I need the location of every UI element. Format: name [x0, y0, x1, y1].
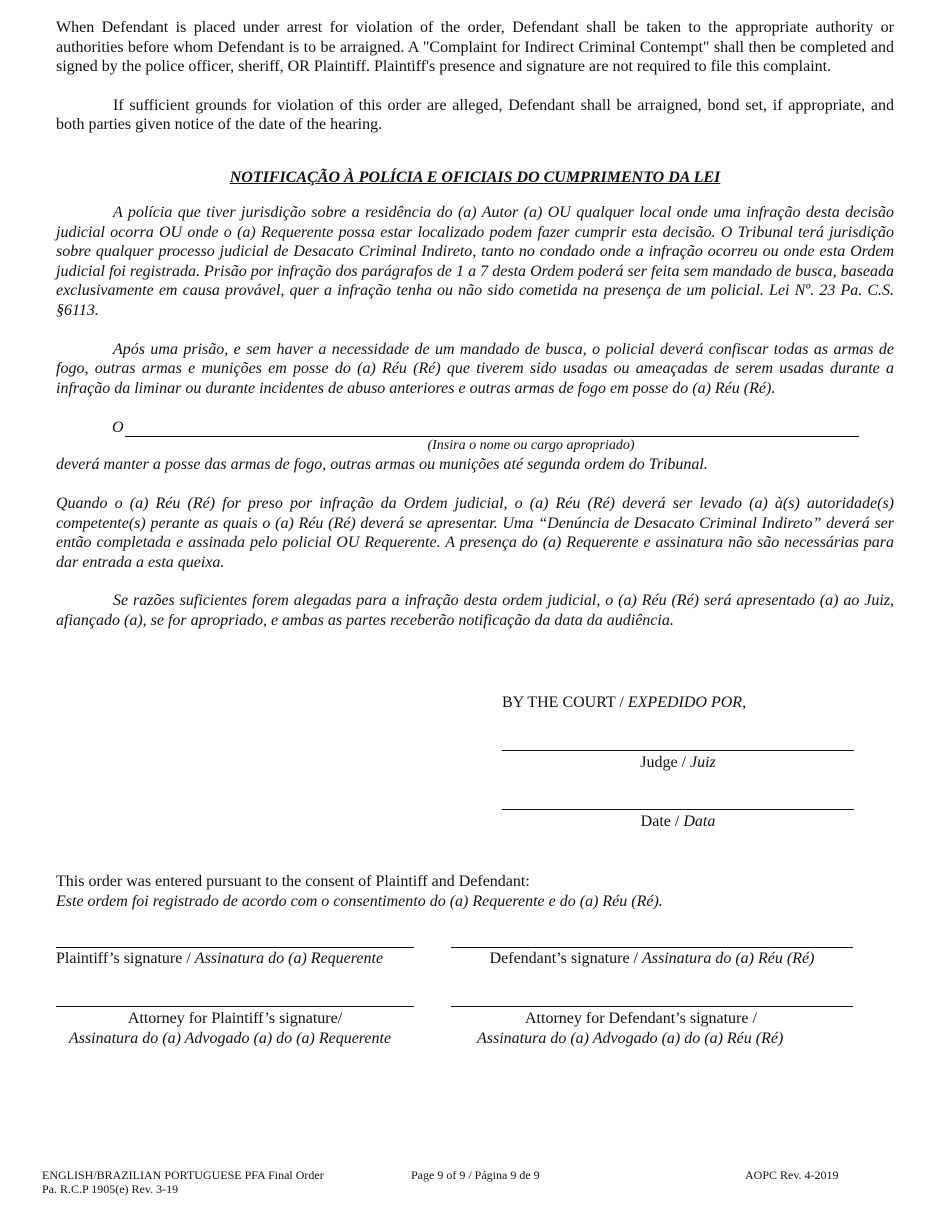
- defendant-signature-pt: Assinatura do (a) Réu (Ré): [642, 950, 815, 967]
- judge-label-pt: Juiz: [690, 754, 716, 771]
- judge-label-en: Judge /: [640, 754, 690, 771]
- date-label-en: Date /: [640, 813, 684, 830]
- consent-pt: Este ordem foi registrado de acordo com o consentimento do (a) Requerente e do (a) Réu (Ré).: [56, 892, 663, 910]
- footer-form-id: [42, 1168, 324, 1196]
- plaintiff-signature-pt: Assinatura do (a) Requerente: [194, 950, 384, 967]
- officer-prefix: O: [112, 419, 124, 437]
- paragraph-arrest-procedure: When Defendant is placed under arrest for violation of the order, Defendant shall be taken to the appropriate authority or authorities before whom Defendant is to be arraigned. A "Complaint for Indirect Criminal Contempt" shall then be completed and signed by the police officer, sheriff, OR Plaintiff. Plaintiff's presence and signature are not required to file this complaint.: [56, 19, 894, 76]
- attorney-plaintiff-pt: Assinatura do (a) Advogado (a) do (a) Requerente: [68, 1029, 392, 1047]
- footer-left-line2: Pa. R.C.P 1905(e) Rev. 3-19: [42, 1182, 179, 1196]
- paragraph-arraignment: If sufficient grounds for violation of this order are alleged, Defendant shall be arraigned, bond set, if appropriate, and both parties given notice of the date of the hearing.: [56, 96, 894, 134]
- attorney-defendant-signature-line[interactable]: [451, 989, 853, 1007]
- attorney-defendant-pt: Assinatura do (a) Advogado (a) do (a) Réu (Ré): [477, 1029, 784, 1047]
- paragraph-defendant-arrest: Quando o (a) Réu (Ré) for preso por infração da Ordem judicial, o (a) Réu (Ré) deverá ser levado (a) à(s) autoridade(s) competente(s) perante as quais o (a) Réu (Ré) deverá se apresentar. Uma “Denúncia de Desacato Criminal Indireto” deverá ser então completada e assinada pelo policial OU Requerente. A presença do (a) Requerente e assinatura não são necessárias para dar entrada a esta queixa.: [56, 494, 894, 571]
- footer-revision: AOPC Rev. 4-2019: [745, 1168, 839, 1182]
- section-heading: NOTIFICAÇÃO À POLÍCIA E OFICIAIS DO CUMPRIMENTO DA LEI: [229, 168, 721, 186]
- consent-statement: [56, 872, 663, 911]
- attorney-plaintiff-label: [56, 1009, 414, 1048]
- officer-name-row: [112, 419, 894, 437]
- footer-left-line1: ENGLISH/BRAZILIAN PORTUGUESE PFA Final Order: [42, 1168, 324, 1182]
- paragraph-possession: deverá manter a posse das armas de fogo, outras armas ou munições até segunda ordem do Tribunal.: [56, 456, 708, 474]
- judge-signature-line[interactable]: [502, 733, 854, 751]
- defendant-signature-label: [451, 950, 853, 968]
- attorney-defendant-en: Attorney for Defendant’s signature /: [525, 1010, 757, 1027]
- attorney-plaintiff-en: Attorney for Plaintiff’s signature/: [127, 1010, 343, 1027]
- paragraph-firearms-confiscation: Após uma prisão, e sem haver a necessidade de um mandado de busca, o policial deverá confiscar todas as armas de fogo, outras armas e munições em posse do (a) Réu (Ré) que tiverem sido usadas ou ameaçadas de serem usadas durante a infração da liminar ou durante incidentes de abuso anteriores e outras armas de fogo em posse do (a) Réu (Ré).: [56, 340, 894, 397]
- date-label-pt: Data: [683, 813, 716, 830]
- defendant-signature-line[interactable]: [451, 930, 853, 948]
- officer-name-field[interactable]: [125, 420, 859, 437]
- document-body: [56, 18, 894, 630]
- date-label: [502, 813, 854, 831]
- officer-name-hint: (Insira o nome ou cargo apropriado): [427, 438, 635, 454]
- consent-en: This order was entered pursuant to the consent of Plaintiff and Defendant:: [56, 873, 530, 890]
- date-signature-line[interactable]: [502, 792, 854, 810]
- footer-page-number: Page 9 of 9 / Página 9 de 9: [411, 1168, 540, 1182]
- defendant-signature-en: Defendant’s signature /: [489, 950, 642, 967]
- attorney-plaintiff-signature-line[interactable]: [56, 989, 414, 1007]
- by-the-court-en: BY THE COURT /: [502, 694, 628, 711]
- by-the-court: [502, 694, 854, 712]
- plaintiff-signature-line[interactable]: [56, 930, 414, 948]
- paragraph-sufficient-grounds: Se razões suficientes forem alegadas para a infração desta ordem judicial, o (a) Réu (Ré) será apresentado (a) ao Juiz, afiançado (a), se for apropriado, e ambas as partes receberão notificação da data da audiência.: [56, 592, 894, 629]
- plaintiff-signature-en: Plaintiff’s signature /: [56, 950, 195, 967]
- plaintiff-signature-label: [56, 950, 383, 968]
- by-the-court-pt: EXPEDIDO POR,: [627, 694, 747, 711]
- judge-label: [502, 754, 854, 772]
- attorney-defendant-label: [451, 1009, 853, 1048]
- paragraph-police-jurisdiction: A polícia que tiver jurisdição sobre a residência do (a) Autor (a) OU qualquer local onde uma infração desta decisão judicial ocorra OU onde o (a) Requerente possa estar localizado podem fazer cumprir esta decisão. O Tribunal terá jurisdição sobre qualquer processo judicial de Desacato Criminal Indireto, tanto no condado onde a infração ocorreu ou onde esta Ordem judicial foi registrada. Prisão por infração dos parágrafos de 1 a 7 desta Ordem poderá ser feita sem mandado de busca, baseada exclusivamente em causa provável, quer a infração tenha ou não sido cometida na presença de um policial. Lei Nº. 23 Pa. C.S. §6113.: [56, 203, 894, 319]
